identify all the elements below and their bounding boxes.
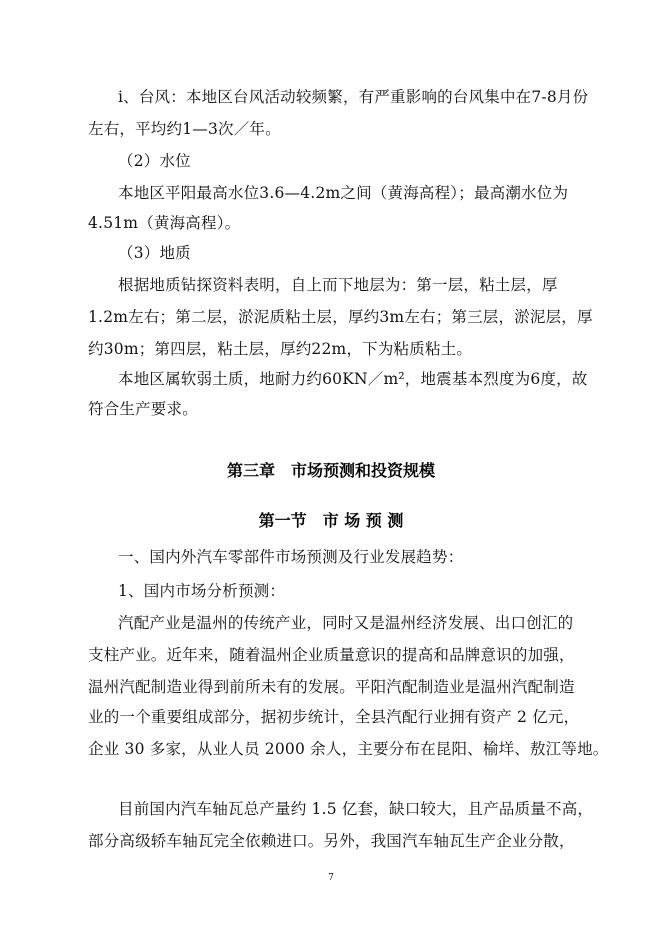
market-para-1-line-4: 业的一个重要组成部分，据初步统计，全县汽配行业拥有资产 2 亿元， [88, 708, 580, 726]
geology-line-3: 约30m；第四层，粘土层，厚约22m，下为粘质粘土。 [88, 340, 473, 358]
market-item-1-1: 1、国内市场分析预测： [118, 582, 286, 600]
market-para-1-line-3: 温州汽配制造业得到前所未有的发展。平阳汽配制造业是温州汽配制造 [88, 678, 575, 696]
section-title: 第一节 市 场 预 测 [258, 511, 404, 530]
page-number: 7 [328, 873, 334, 883]
water-level-line-1: 本地区平阳最高水位3.6—4.2m之间（黄海高程）；最高潮水位为 [118, 184, 569, 202]
geology-line-4: 本地区属软弱土质，地耐力约60KN／m²，地震基本烈度为6度，故 [118, 370, 588, 388]
market-para-1-line-5: 企业 30 多家，从业人员 2000 余人，主要分布在昆阳、榆垟、敖江等地。 [88, 740, 609, 758]
geology-line-5: 符合生产要求。 [88, 400, 198, 418]
typhoon-line-2: 左右，平均约1—3次／年。 [88, 120, 281, 138]
water-level-heading: （2）水位 [118, 152, 191, 170]
geology-heading: （3）地质 [118, 244, 191, 262]
market-para-2-line-1: 目前国内汽车轴瓦总产量约 1.5 亿套，缺口较大，且产品质量不高， [118, 800, 594, 818]
market-para-2-line-2: 部分高级轿车轴瓦完全依赖进口。另外，我国汽车轴瓦生产企业分散， [88, 832, 575, 850]
typhoon-line-1: i、台风：本地区台风活动较频繁，有严重影响的台风集中在7-8月份 [118, 88, 589, 106]
market-para-1-line-2: 支柱产业。近年来，随着温州企业质量意识的提高和品牌意识的加强， [88, 646, 575, 664]
chapter-title: 第三章 市场预测和投资规模 [226, 461, 435, 480]
geology-line-1: 根据地质钻探资料表明，自上而下地层为：第一层，粘土层，厚 [118, 276, 558, 294]
market-para-1-line-1: 汽配产业是温州的传统产业，同时又是温州经济发展、出口创汇的 [118, 614, 574, 632]
water-level-line-2: 4.51m（黄海高程）。 [88, 214, 241, 232]
market-item-1: 一、国内外汽车零部件市场预测及行业发展趋势： [118, 548, 464, 566]
geology-line-2: 1.2m左右；第二层，淤泥质粘土层，厚约3m左右；第三层，淤泥层，厚 [88, 308, 593, 326]
